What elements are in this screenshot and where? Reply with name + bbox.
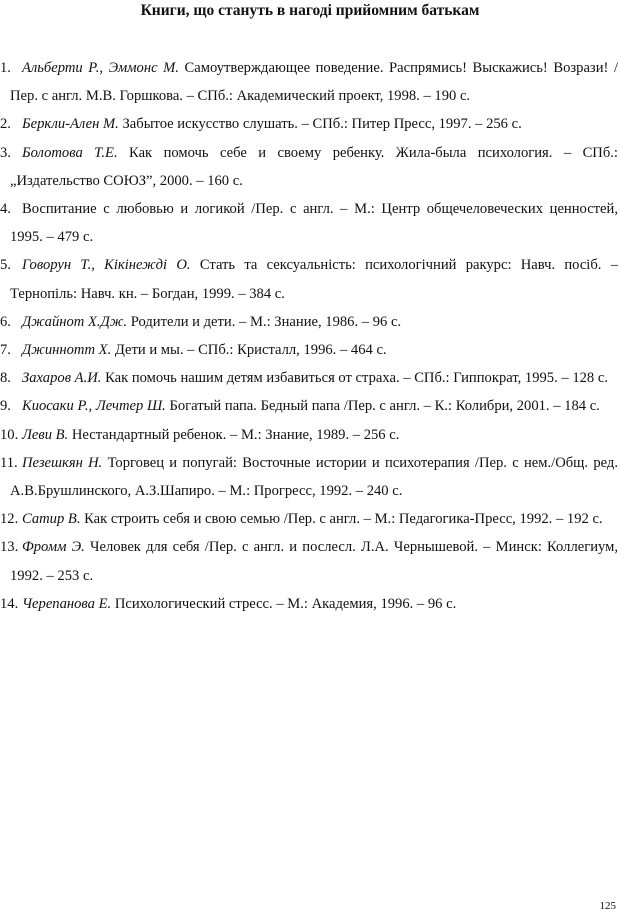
item-author: Киосаки Р., Лечтер Ш. bbox=[22, 398, 166, 415]
item-number: 14. bbox=[0, 595, 19, 612]
item-number: 7. bbox=[0, 342, 11, 359]
item-number: 10. bbox=[0, 426, 19, 443]
item-text: Торговец и попугай: Восточные истории и психотерапия /Пер. с нем./Общ. ред. А.В.Брушлинского, А.З.Шапиро. – М.: Прогресс, 1992. – 240 с. bbox=[10, 454, 618, 500]
list-item bbox=[0, 195, 620, 251]
item-author: Сатир В. bbox=[22, 511, 81, 528]
item-number: 11. bbox=[0, 454, 18, 471]
item-text: Забытое искусство слушать. – СПб.: Питер Пресс, 1997. – 256 с. bbox=[122, 116, 522, 133]
item-author: Фромм Э. bbox=[22, 539, 85, 556]
list-item bbox=[0, 139, 620, 195]
item-number: 6. bbox=[0, 313, 11, 330]
item-author: Болотова Т.Е. bbox=[22, 144, 118, 161]
list-item bbox=[0, 421, 620, 449]
item-text: Родители и дети. – М.: Знание, 1986. – 96 с. bbox=[130, 313, 402, 330]
page-title: Книги, що стануть в нагоді прийомним батькам bbox=[140, 2, 480, 19]
list-item bbox=[0, 449, 620, 505]
item-number: 9. bbox=[0, 398, 11, 415]
list-item bbox=[0, 336, 620, 364]
item-author: Говорун Т., Кікінежді О. bbox=[22, 257, 191, 274]
list-item bbox=[0, 533, 620, 589]
item-number: 1. bbox=[0, 60, 11, 76]
item-number: 5. bbox=[0, 257, 11, 274]
item-text: Стать та сексуальність: психологічний ракурс: Навч. посіб. – Тернопіль: Навч. кн. – Богдан, 1999. – 384 с. bbox=[10, 257, 618, 302]
list-item bbox=[0, 251, 620, 307]
list-item bbox=[0, 308, 620, 336]
item-text: Богатый папа. Бедный папа /Пер. с англ. – К.: Колибри, 2001. – 184 с. bbox=[169, 398, 600, 415]
item-text: Самоутверждающее поведение. Распрямись! Выскажись! Возрази! /Пер. с англ. М.В. Горшкова. – СПб.: Академический проект, 1998. – 190 с. bbox=[10, 60, 618, 105]
item-number: 2. bbox=[0, 116, 11, 133]
item-text: Воспитание с любовью и логикой /Пер. с англ. – М.: Центр общечеловеческих ценностей, 1995. – 479 с. bbox=[10, 201, 618, 246]
list-item bbox=[0, 364, 620, 392]
list-item bbox=[0, 392, 620, 420]
item-author: Черепанова Е. bbox=[22, 595, 112, 612]
list-item bbox=[0, 590, 620, 618]
item-number: 3. bbox=[0, 144, 11, 161]
item-author: Пезешкян Н. bbox=[22, 454, 103, 471]
item-text: Как помочь нашим детям избавиться от страха. – СПб.: Гиппократ, 1995. – 128 с. bbox=[105, 370, 609, 387]
page-number: 125 bbox=[599, 900, 616, 912]
list-item bbox=[0, 54, 620, 110]
item-text: Человек для себя /Пер. с англ. и послесл. Л.А. Чернышевой. – Минск: Коллегиум, 1992. – 253 с. bbox=[10, 539, 618, 584]
item-text: Нестандартный ребенок. – М.: Знание, 1989. – 256 с. bbox=[71, 426, 400, 443]
item-author: Захаров А.И. bbox=[22, 370, 102, 387]
item-text: Дети и мы. – СПб.: Кристалл, 1996. – 464 с. bbox=[114, 342, 387, 359]
item-author: Беркли-Ален М. bbox=[22, 116, 119, 133]
item-number: 12. bbox=[0, 511, 19, 528]
item-author: Леви В. bbox=[22, 426, 69, 443]
item-text: Психологический стресс. – М.: Академия, 1996. – 96 с. bbox=[114, 595, 457, 612]
book-list bbox=[0, 54, 620, 618]
item-text: Как строить себя и свою семью /Пер. с англ. – М.: Педагогика-Пресс, 1992. – 192 с. bbox=[84, 511, 603, 528]
item-author: Джайнот Х.Дж. bbox=[22, 313, 128, 330]
item-number: 4. bbox=[0, 201, 11, 218]
item-text: Как помочь себе и своему ребенку. Жила-была психология. – СПб.: „Издательство СОЮЗ”, 2000. – 160 с. bbox=[10, 144, 618, 189]
item-number: 13. bbox=[0, 539, 19, 556]
item-author: Альберти Р., Эммонс М. bbox=[22, 60, 179, 76]
list-item bbox=[0, 505, 620, 533]
item-author: Джиннотт Х. bbox=[22, 342, 112, 359]
list-item bbox=[0, 110, 620, 138]
item-number: 8. bbox=[0, 370, 11, 387]
